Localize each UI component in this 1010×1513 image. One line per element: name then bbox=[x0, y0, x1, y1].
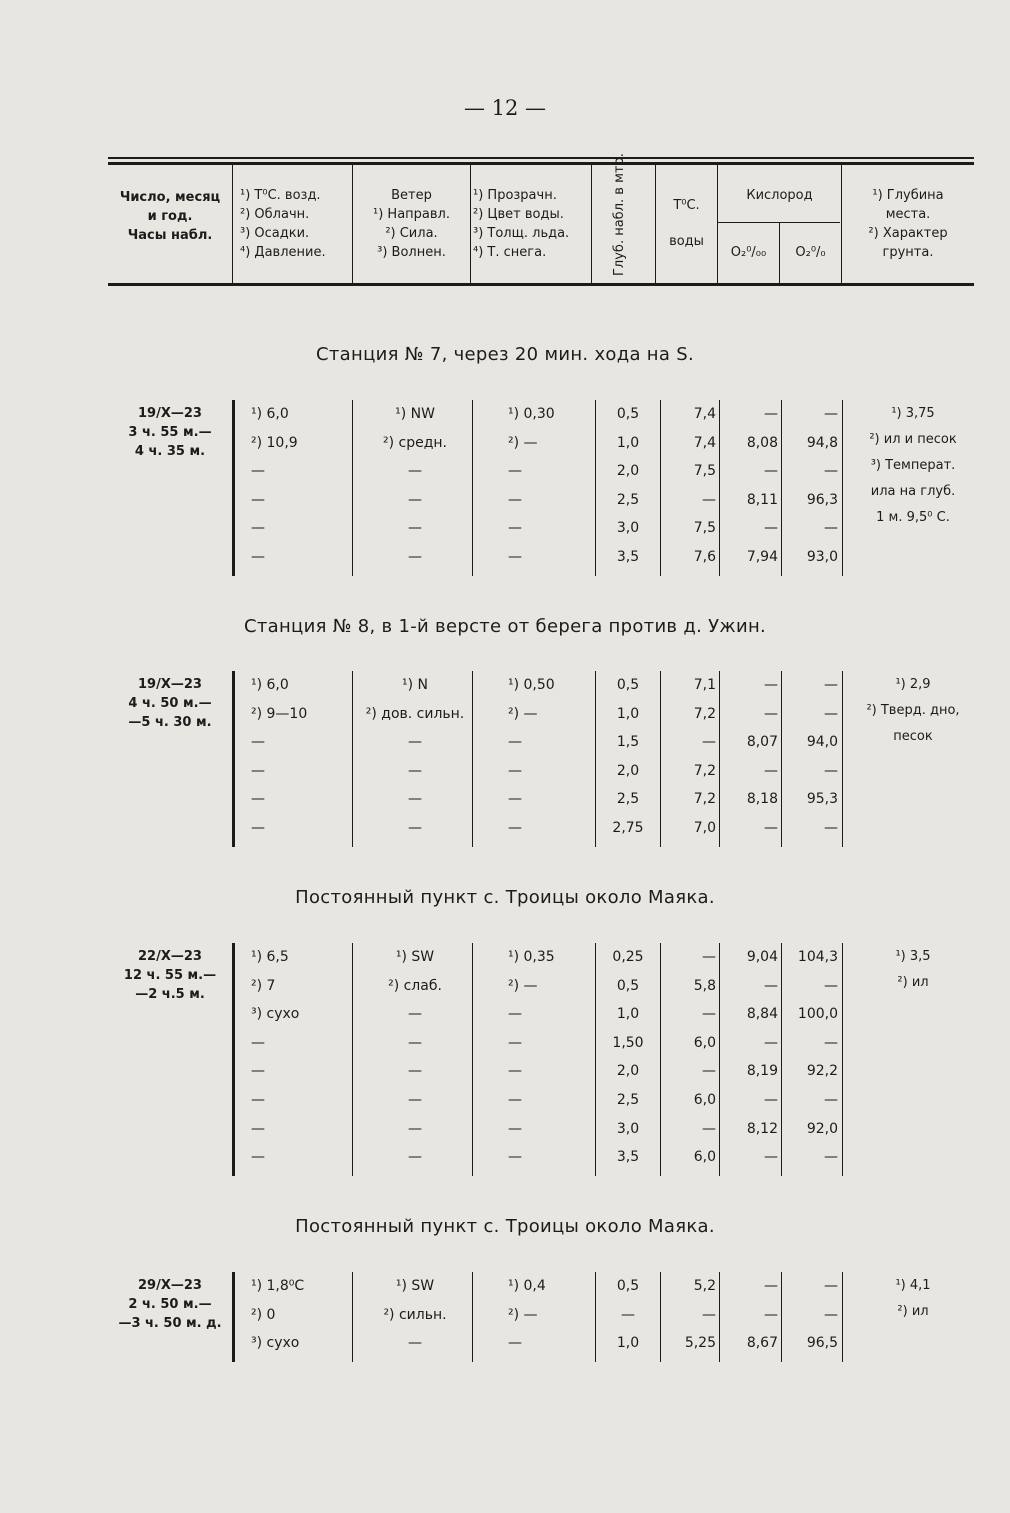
wind-reading: ¹) N bbox=[402, 677, 428, 693]
column-divider bbox=[719, 1272, 720, 1362]
depth-value: 2,5 bbox=[616, 491, 640, 508]
ground-description-line: ²) Тверд. дно, bbox=[866, 703, 960, 718]
header-date-line: Число, месяц bbox=[119, 190, 221, 205]
column-divider bbox=[595, 671, 596, 847]
oxygen-percent-value: 96,5 bbox=[806, 1335, 838, 1352]
water-temp-value: — bbox=[702, 734, 716, 751]
ground-description bbox=[848, 1276, 978, 1322]
ground-description-line: ³) Температ. bbox=[870, 458, 956, 473]
header-o2-permille: O₂⁰/₀₀ bbox=[730, 245, 767, 260]
oxygen-permille-value: 9,04 bbox=[746, 949, 778, 965]
column-divider bbox=[842, 1272, 843, 1362]
wind-reading: ²) дов. сильн. bbox=[365, 705, 465, 722]
depth-value: 2,5 bbox=[616, 1092, 640, 1108]
station-block bbox=[108, 671, 978, 847]
column-divider bbox=[472, 671, 473, 847]
ground-description-line: ¹) 4,1 bbox=[895, 1278, 931, 1293]
oxygen-permille-value: 8,11 bbox=[746, 491, 778, 508]
water-temp-value: 7,5 bbox=[693, 463, 716, 480]
depth-value: — bbox=[621, 1306, 635, 1323]
header-ground-line: места. bbox=[885, 207, 931, 222]
oxygen-permille-value: — bbox=[764, 1092, 778, 1108]
observation-date-line: 19/X—23 bbox=[138, 406, 202, 421]
transparency-reading: ¹) 0,4 bbox=[508, 1278, 546, 1294]
wind-reading: — bbox=[408, 791, 422, 808]
column-divider bbox=[472, 943, 473, 1176]
transparency-reading: ¹) 0,35 bbox=[508, 949, 555, 965]
transparency-reading: — bbox=[508, 1335, 522, 1352]
water-temp-value: 5,2 bbox=[693, 1278, 716, 1294]
header-date bbox=[108, 188, 232, 245]
transparency-reading: — bbox=[508, 791, 522, 808]
water-temp-value: 7,6 bbox=[693, 549, 716, 565]
depth-value: 1,0 bbox=[616, 434, 640, 451]
oxygen-percent-value: — bbox=[824, 406, 838, 422]
transparency-reading: — bbox=[508, 734, 522, 751]
transparency-reading: — bbox=[508, 463, 522, 480]
oxygen-percent-value: — bbox=[824, 520, 838, 537]
ground-description-line: ²) ил bbox=[897, 975, 929, 990]
oxygen-permille-value: — bbox=[764, 977, 778, 994]
ground-description-line: 1 м. 9,5⁰ С. bbox=[876, 510, 950, 525]
depth-value: 3,5 bbox=[616, 549, 640, 565]
header-water-temp bbox=[656, 196, 717, 251]
oxygen-permille-value: — bbox=[764, 463, 778, 480]
oxygen-permille-value: — bbox=[764, 1306, 778, 1323]
header-water-temp-line: T⁰C. bbox=[673, 198, 700, 213]
oxygen-percent-value: — bbox=[824, 705, 838, 722]
water-temp-value: 5,25 bbox=[684, 1335, 716, 1352]
air-reading: ¹) 6,0 bbox=[251, 677, 289, 693]
oxygen-percent-value: 93,0 bbox=[806, 549, 838, 565]
water-temp-value: 7,4 bbox=[693, 434, 716, 451]
column-divider bbox=[232, 400, 235, 576]
water-temp-value: — bbox=[702, 1006, 716, 1023]
column-divider bbox=[595, 1272, 596, 1362]
header-air bbox=[240, 186, 352, 262]
depth-value: 1,50 bbox=[612, 1034, 644, 1051]
header-depth: Глуб. набл. в мтр. bbox=[612, 153, 627, 276]
station-title: Станция № 8, в 1-й версте от берега против д. Ужин. bbox=[243, 616, 767, 637]
wind-reading: — bbox=[408, 549, 422, 565]
transparency-reading: — bbox=[508, 491, 522, 508]
observation-date-line: 4 ч. 35 м. bbox=[134, 444, 206, 459]
observation-date bbox=[108, 675, 232, 732]
column-divider bbox=[352, 671, 353, 847]
depth-value: 1,0 bbox=[616, 1335, 640, 1352]
water-temp-value: 7,2 bbox=[693, 791, 716, 808]
ground-description-line: ²) ил и песок bbox=[869, 432, 957, 447]
oxygen-percent-value: 92,2 bbox=[806, 1063, 838, 1080]
water-temp-value: — bbox=[702, 1063, 716, 1080]
wind-reading: — bbox=[408, 1120, 422, 1137]
air-reading: — bbox=[251, 491, 265, 508]
column-divider bbox=[842, 671, 843, 847]
wind-reading: — bbox=[408, 1006, 422, 1023]
transparency-reading: — bbox=[508, 820, 522, 836]
oxygen-permille-value: — bbox=[764, 406, 778, 422]
oxygen-percent-value: 104,3 bbox=[797, 949, 838, 965]
oxygen-permille-value: 8,07 bbox=[746, 734, 778, 751]
page-number: — 12 — bbox=[463, 96, 547, 120]
air-reading: — bbox=[251, 791, 265, 808]
air-reading: — bbox=[251, 463, 265, 480]
ground-description bbox=[848, 675, 978, 747]
air-reading: — bbox=[251, 1120, 265, 1137]
air-reading: — bbox=[251, 762, 265, 779]
wind-reading: ²) сильн. bbox=[383, 1306, 447, 1323]
oxygen-percent-value: 94,0 bbox=[806, 734, 838, 751]
header-ground-line: ²) Характер bbox=[868, 226, 948, 241]
ground-description-line: ¹) 3,75 bbox=[891, 406, 935, 421]
air-reading: ³) сухо bbox=[251, 1006, 300, 1023]
air-reading: — bbox=[251, 1092, 265, 1108]
wind-reading: — bbox=[408, 491, 422, 508]
ground-description bbox=[848, 947, 978, 993]
station-title: Станция № 7, через 20 мин. хода на S. bbox=[316, 344, 694, 365]
column-divider bbox=[232, 943, 235, 1176]
depth-value: 3,0 bbox=[616, 520, 640, 537]
oxygen-permille-value: 8,19 bbox=[746, 1063, 778, 1080]
depth-value: 2,5 bbox=[616, 791, 640, 808]
water-temp-value: 7,4 bbox=[693, 406, 716, 422]
air-reading: ¹) 1,8⁰С bbox=[251, 1278, 305, 1294]
oxygen-permille-value: — bbox=[764, 762, 778, 779]
column-divider bbox=[842, 400, 843, 576]
transparency-reading: — bbox=[508, 1120, 522, 1137]
oxygen-percent-value: 95,3 bbox=[806, 791, 838, 808]
header-transparency-line: ³) Толщ. льда. bbox=[473, 226, 570, 241]
depth-value: 1,0 bbox=[616, 705, 640, 722]
depth-value: 2,75 bbox=[612, 820, 644, 836]
column-divider bbox=[719, 400, 720, 576]
observation-date-line: 29/X—23 bbox=[138, 1278, 202, 1293]
oxygen-permille-value: 8,08 bbox=[746, 434, 778, 451]
water-temp-value: 7,2 bbox=[693, 705, 716, 722]
wind-reading: — bbox=[408, 820, 422, 836]
oxygen-permille-value: — bbox=[764, 677, 778, 693]
depth-value: 0,25 bbox=[612, 949, 644, 965]
observation-date bbox=[108, 947, 232, 1004]
station-block bbox=[108, 1272, 978, 1362]
oxygen-permille-value: — bbox=[764, 520, 778, 537]
depth-value: 2,0 bbox=[616, 463, 640, 480]
oxygen-percent-value: — bbox=[824, 1092, 838, 1108]
station-block bbox=[108, 400, 978, 576]
air-reading: — bbox=[251, 1063, 265, 1080]
header-ground bbox=[842, 186, 974, 262]
oxygen-permille-value: — bbox=[764, 1034, 778, 1051]
oxygen-permille-value: — bbox=[764, 1278, 778, 1294]
ground-description-line: ²) ил bbox=[897, 1304, 929, 1319]
header-air-line: ³) Осадки. bbox=[240, 226, 310, 241]
oxygen-percent-value: 96,3 bbox=[806, 491, 838, 508]
wind-reading: ²) средн. bbox=[382, 434, 447, 451]
water-temp-value: 6,0 bbox=[693, 1034, 716, 1051]
header-date-line: Часы набл. bbox=[127, 228, 213, 243]
transparency-reading: ¹) 0,30 bbox=[508, 406, 555, 422]
depth-value: 0,5 bbox=[616, 677, 640, 693]
header-water-temp-line: воды bbox=[669, 234, 704, 249]
transparency-reading: — bbox=[508, 1149, 522, 1166]
water-temp-value: 7,0 bbox=[693, 820, 716, 836]
ground-description-line: ¹) 2,9 bbox=[895, 677, 931, 692]
column-divider bbox=[352, 943, 353, 1176]
observation-date-line: 3 ч. 55 м.— bbox=[128, 425, 212, 440]
ground-description-line: ила на глуб. bbox=[870, 484, 956, 499]
column-divider bbox=[719, 671, 720, 847]
transparency-reading: — bbox=[508, 1063, 522, 1080]
water-temp-value: 5,8 bbox=[693, 977, 716, 994]
ground-description-line: ¹) 3,5 bbox=[895, 949, 931, 964]
observation-date-line: 4 ч. 50 м.— bbox=[128, 696, 212, 711]
transparency-reading: — bbox=[508, 520, 522, 537]
column-divider bbox=[232, 1272, 235, 1362]
depth-value: 1,5 bbox=[616, 734, 640, 751]
transparency-reading: ²) — bbox=[508, 977, 538, 994]
wind-reading: — bbox=[408, 734, 422, 751]
water-temp-value: 7,2 bbox=[693, 762, 716, 779]
column-divider bbox=[719, 943, 720, 1176]
wind-reading: ¹) SW bbox=[395, 1278, 435, 1294]
observation-date-line: 12 ч. 55 м.— bbox=[123, 968, 217, 983]
transparency-reading: ¹) 0,50 bbox=[508, 677, 555, 693]
header-o2-percent: O₂⁰/₀ bbox=[795, 245, 826, 260]
header-wind-line: Ветер bbox=[391, 188, 432, 203]
depth-value: 0,5 bbox=[616, 977, 640, 994]
wind-reading: ¹) NW bbox=[395, 406, 435, 422]
header-air-line: ⁴) Давление. bbox=[240, 245, 326, 260]
water-temp-value: — bbox=[702, 1306, 716, 1323]
air-reading: ²) 9—10 bbox=[251, 705, 308, 722]
oxygen-percent-value: — bbox=[824, 1278, 838, 1294]
column-divider bbox=[595, 400, 596, 576]
transparency-reading: ²) — bbox=[508, 1306, 538, 1323]
wind-reading: ²) слаб. bbox=[388, 977, 442, 994]
transparency-reading: ²) — bbox=[508, 434, 538, 451]
wind-reading: ¹) SW bbox=[395, 949, 435, 965]
header-air-line: ²) Облачн. bbox=[240, 207, 310, 222]
oxygen-percent-value: — bbox=[824, 463, 838, 480]
column-divider bbox=[842, 943, 843, 1176]
air-reading: ³) сухо bbox=[251, 1335, 300, 1352]
oxygen-permille-value: 8,12 bbox=[746, 1120, 778, 1137]
water-temp-value: — bbox=[702, 491, 716, 508]
oxygen-permille-value: — bbox=[764, 705, 778, 722]
header-wind bbox=[353, 186, 470, 262]
observation-date bbox=[108, 404, 232, 461]
oxygen-percent-value: — bbox=[824, 1149, 838, 1166]
observation-date-line: 2 ч. 50 м.— bbox=[128, 1297, 212, 1312]
depth-value: 3,5 bbox=[616, 1149, 640, 1166]
oxygen-permille-value: 8,84 bbox=[746, 1006, 778, 1023]
oxygen-percent-value: — bbox=[824, 1034, 838, 1051]
column-divider bbox=[352, 400, 353, 576]
column-divider bbox=[472, 400, 473, 576]
air-reading: ¹) 6,0 bbox=[251, 406, 289, 422]
oxygen-percent-value: 92,0 bbox=[806, 1120, 838, 1137]
oxygen-permille-value: 8,18 bbox=[746, 791, 778, 808]
oxygen-percent-value: — bbox=[824, 820, 838, 836]
observation-date-line: —5 ч. 30 м. bbox=[128, 715, 212, 730]
transparency-reading: — bbox=[508, 1006, 522, 1023]
depth-value: 0,5 bbox=[616, 1278, 640, 1294]
oxygen-permille-value: — bbox=[764, 820, 778, 836]
air-reading: — bbox=[251, 549, 265, 565]
depth-value: 0,5 bbox=[616, 406, 640, 422]
depth-value: 1,0 bbox=[616, 1006, 640, 1023]
depth-value: 2,0 bbox=[616, 1063, 640, 1080]
wind-reading: — bbox=[408, 1063, 422, 1080]
water-temp-value: 6,0 bbox=[693, 1092, 716, 1108]
header-transparency-line: ²) Цвет воды. bbox=[473, 207, 564, 222]
header-wind-line: ³) Волнен. bbox=[377, 245, 446, 260]
observation-date-line: —2 ч.5 м. bbox=[135, 987, 205, 1002]
header-transparency-line: ¹) Прозрачн. bbox=[473, 188, 557, 203]
wind-reading: — bbox=[408, 1149, 422, 1166]
transparency-reading: ²) — bbox=[508, 705, 538, 722]
header-transparency-line: ⁴) Т. снега. bbox=[473, 245, 547, 260]
column-divider bbox=[232, 671, 235, 847]
water-temp-value: — bbox=[702, 1120, 716, 1137]
transparency-reading: — bbox=[508, 762, 522, 779]
oxygen-percent-value: 94,8 bbox=[806, 434, 838, 451]
column-divider bbox=[352, 1272, 353, 1362]
air-reading: ²) 10,9 bbox=[251, 434, 298, 451]
header-oxygen: Кислород bbox=[746, 188, 813, 203]
oxygen-percent-value: — bbox=[824, 677, 838, 693]
depth-value: 3,0 bbox=[616, 1120, 640, 1137]
station-title: Постоянный пункт с. Троицы около Маяка. bbox=[295, 1216, 715, 1237]
station-block bbox=[108, 943, 978, 1176]
transparency-reading: — bbox=[508, 549, 522, 565]
air-reading: ¹) 6,5 bbox=[251, 949, 289, 965]
header-ground-line: ¹) Глубина bbox=[872, 188, 944, 203]
column-divider bbox=[595, 943, 596, 1176]
air-reading: ²) 0 bbox=[251, 1306, 276, 1323]
oxygen-percent-value: — bbox=[824, 762, 838, 779]
wind-reading: — bbox=[408, 1335, 422, 1352]
header-air-line: ¹) T⁰C. возд. bbox=[240, 188, 321, 203]
column-divider bbox=[472, 1272, 473, 1362]
station-title: Постоянный пункт с. Троицы около Маяка. bbox=[295, 887, 715, 908]
header-ground-line: грунта. bbox=[882, 245, 934, 260]
water-temp-value: — bbox=[702, 949, 716, 965]
oxygen-percent-value: — bbox=[824, 1306, 838, 1323]
ground-description-line: песок bbox=[893, 729, 933, 744]
air-reading: — bbox=[251, 820, 265, 836]
header-transparency bbox=[473, 186, 591, 262]
wind-reading: — bbox=[408, 762, 422, 779]
oxygen-permille-value: 7,94 bbox=[746, 549, 778, 565]
observation-date bbox=[108, 1276, 232, 1333]
oxygen-permille-value: — bbox=[764, 1149, 778, 1166]
air-reading: — bbox=[251, 1149, 265, 1166]
oxygen-percent-value: — bbox=[824, 977, 838, 994]
observation-date-line: —3 ч. 50 м. д. bbox=[118, 1316, 222, 1331]
observation-date-line: 22/X—23 bbox=[138, 949, 202, 964]
wind-reading: — bbox=[408, 1034, 422, 1051]
air-reading: — bbox=[251, 734, 265, 751]
header-wind-line: ²) Сила. bbox=[385, 226, 438, 241]
water-temp-value: 7,5 bbox=[693, 520, 716, 537]
wind-reading: — bbox=[408, 520, 422, 537]
transparency-reading: — bbox=[508, 1092, 522, 1108]
wind-reading: — bbox=[408, 463, 422, 480]
ground-description bbox=[848, 404, 978, 528]
water-temp-value: 7,1 bbox=[693, 677, 716, 693]
observation-date-line: 19/X—23 bbox=[138, 677, 202, 692]
oxygen-permille-value: 8,67 bbox=[746, 1335, 778, 1352]
depth-value: 2,0 bbox=[616, 762, 640, 779]
wind-reading: — bbox=[408, 1092, 422, 1108]
air-reading: ²) 7 bbox=[251, 977, 276, 994]
air-reading: — bbox=[251, 520, 265, 537]
water-temp-value: 6,0 bbox=[693, 1149, 716, 1166]
transparency-reading: — bbox=[508, 1034, 522, 1051]
oxygen-percent-value: 100,0 bbox=[797, 1006, 838, 1023]
header-wind-line: ¹) Направл. bbox=[373, 207, 450, 222]
air-reading: — bbox=[251, 1034, 265, 1051]
header-date-line: и год. bbox=[147, 209, 193, 224]
